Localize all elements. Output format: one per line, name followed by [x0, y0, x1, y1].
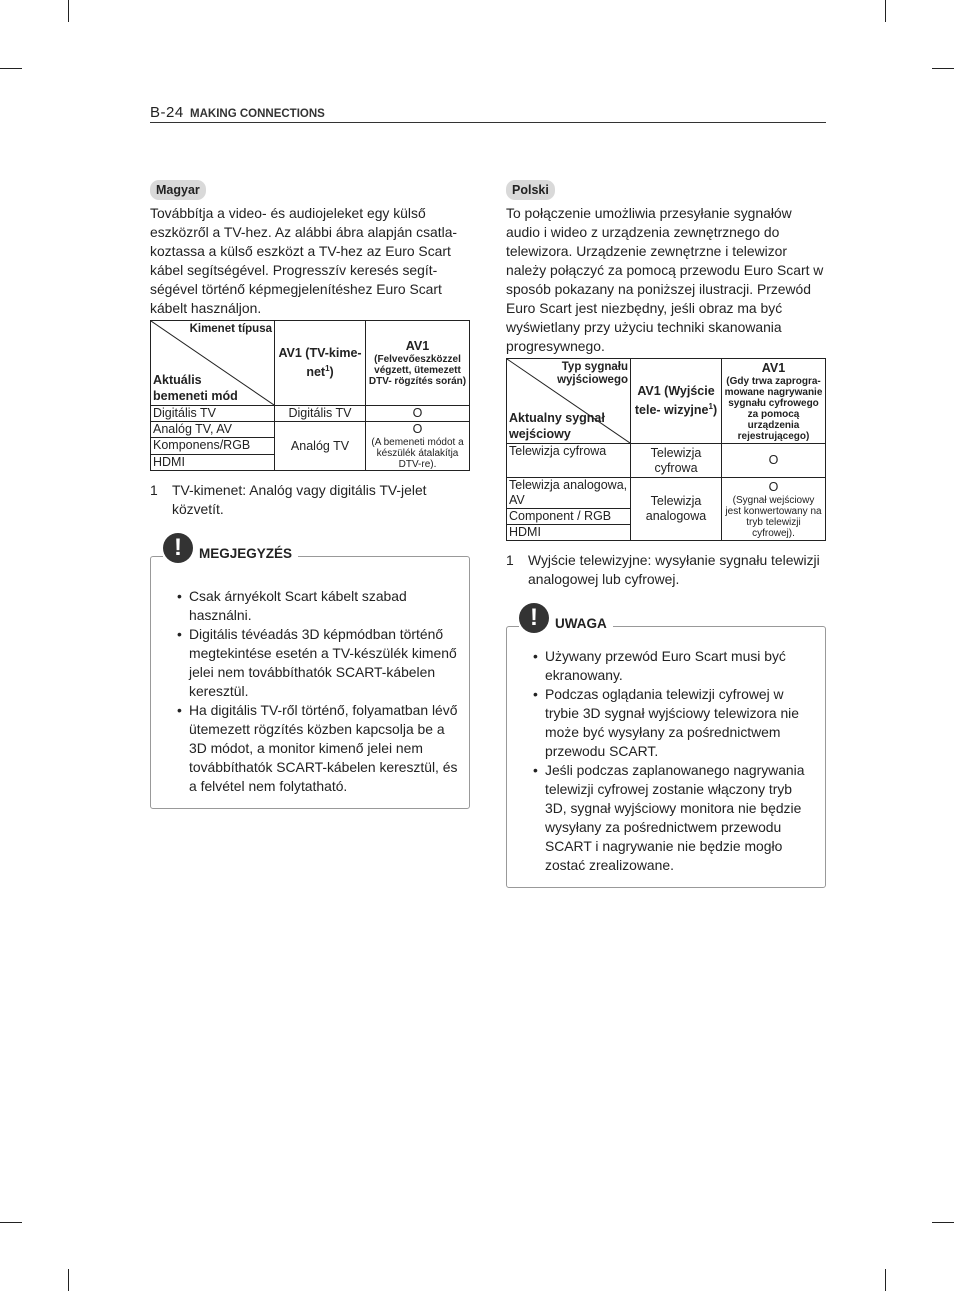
- list-item: • Podczas oglądania telewizji cyfrowej w trybie 3D sygnał wyjściowy telewizora nie może być wysyłany za pośrednictwem przewodu SCART.: [533, 685, 815, 761]
- row-label: Analóg TV, AV: [151, 422, 275, 438]
- row-label: HDMI: [507, 525, 631, 541]
- row-label: Telewizja analogowa, AV: [507, 478, 631, 509]
- table-corner-cell: [507, 359, 631, 444]
- language-label: Polski: [506, 180, 555, 200]
- crop-mark: [932, 68, 954, 69]
- column-header-av1-record: AV1 (Gdy trwa zaprogra- mowane nagrywanie sygnału cyfrowego za pomocą urządzenia rejestrującego): [722, 359, 826, 444]
- connection-table: [150, 320, 470, 471]
- crop-mark: [68, 0, 69, 22]
- section-title: MAKING CONNECTIONS: [190, 108, 325, 120]
- table-row: [507, 478, 826, 509]
- note-list: [163, 587, 459, 796]
- corner-top-label: Typ sygnału wyjściowego: [557, 361, 628, 386]
- output-cell: Digitális TV: [275, 406, 366, 422]
- row-label: Komponens/RGB: [151, 438, 275, 454]
- page-header: [150, 102, 826, 123]
- row-label: Digitális TV: [151, 406, 275, 422]
- row-label: HDMI: [151, 454, 275, 470]
- crop-mark: [68, 1269, 69, 1291]
- intro-paragraph: Továbbítja a video- és audiojeleket egy külső eszközről a TV-hez. Az alábbi ábra alapján csatla- koztassa a külső eszközt a TV-hez az Euro Scart kábel segítségével. Progresszív keresés segít- ségével történő képmegjelenítéshez Euro Scart kábelt használjon.: [150, 205, 458, 316]
- crop-mark: [0, 1222, 22, 1223]
- column-header-av1-tv: AV1 (TV-kime- net$^1$): [275, 321, 366, 406]
- list-item: • Csak árnyékolt Scart kábelt szabad használni.: [177, 587, 459, 625]
- crop-mark: [932, 1222, 954, 1223]
- note-title: MEGJEGYZÉS: [199, 546, 293, 561]
- hungarian-column: [150, 180, 470, 809]
- intro-paragraph: To połączenie umożliwia przesyłanie sygnałów audio i wideo z urządzenia zewnętrznego do telewizora. Urządzenie zewnętrzne i telewizor należy połączyć za pomocą przewodu Euro Scart w sposób pokazany na poniższej ilustracji. Przewód Euro Scart jest niezbędny, jeśli obraz ma być wyświetlany przy użyciu techniki skanowania progresywnego.: [506, 205, 824, 354]
- corner-bottom-label: Aktualny sygnał wejściowy: [509, 411, 605, 441]
- exclamation-icon: !: [519, 603, 549, 633]
- page-number: B-24: [150, 104, 184, 121]
- row-label: Telewizja cyfrowa: [507, 444, 631, 478]
- corner-top-label: Kimenet típusa: [189, 323, 272, 335]
- av1-cell: O: [366, 406, 470, 422]
- av1-cell: O: [722, 444, 826, 478]
- crop-mark: [885, 0, 886, 22]
- table-row: [151, 422, 470, 438]
- note-box: [506, 604, 826, 888]
- note-list: [519, 647, 815, 875]
- corner-bottom-label: Aktuális bemeneti mód: [153, 373, 238, 403]
- row-label: Component / RGB: [507, 509, 631, 525]
- table-row: [151, 406, 470, 422]
- output-cell: Analóg TV: [275, 422, 366, 471]
- connection-table: [506, 358, 826, 541]
- crop-mark: [885, 1269, 886, 1291]
- list-item: • Używany przewód Euro Scart musi być ekranowany.: [533, 647, 815, 685]
- av1-cell: O (Sygnał wejściowy jest konwertowany na tryb telewizji cyfrowej).: [722, 478, 826, 541]
- polish-column: [506, 180, 826, 888]
- table-row: [507, 444, 826, 478]
- column-header-av1-record: AV1 (Felvevőeszközzel végzett, ütemezett DTV- rögzítés során): [366, 321, 470, 406]
- exclamation-icon: !: [163, 533, 193, 563]
- note-title: UWAGA: [555, 616, 607, 631]
- list-item: • Jeśli podczas zaplanowanego nagrywania telewizji cyfrowej zostanie włączony tryb 3D, sygnał wyjściowy monitora nie będzie wysyłany za pośrednictwem przewodu SCART i nagrywanie nie będzie mogło zostać zrealizowane.: [533, 761, 815, 875]
- output-cell: Telewizja analogowa: [631, 478, 722, 541]
- list-item: • Ha digitális TV-ről történő, folyamatban lévő ütemezett rögzítés közben kapcsolja be a 3D módot, a monitor kimenő jelei nem továbbíthatók SCART-kábelen keresztül, és a felvétel nem folytatható.: [177, 701, 459, 796]
- column-header-av1-tv: AV1 (Wyjście tele- wizyjne$^1$): [631, 359, 722, 444]
- footnote: 1 TV-kimenet: Analóg vagy digitális TV-jelet közvetít.: [150, 482, 427, 517]
- list-item: • Digitális tévéadás 3D képmódban történő megtekintése esetén a TV-készülék kimenő jelei nem továbbíthatók SCART-kábelen keresztül.: [177, 625, 459, 701]
- language-label: Magyar: [150, 180, 206, 200]
- crop-mark: [0, 68, 22, 69]
- output-cell: Telewizja cyfrowa: [631, 444, 722, 478]
- footnote: 1 Wyjście telewizyjne: wysyłanie sygnału telewizji analogowej lub cyfrowej.: [506, 552, 820, 587]
- note-box: [150, 534, 470, 809]
- av1-cell: O (A bemeneti módot a készülék átalakítja DTV-re).: [366, 422, 470, 471]
- table-corner-cell: [151, 321, 275, 406]
